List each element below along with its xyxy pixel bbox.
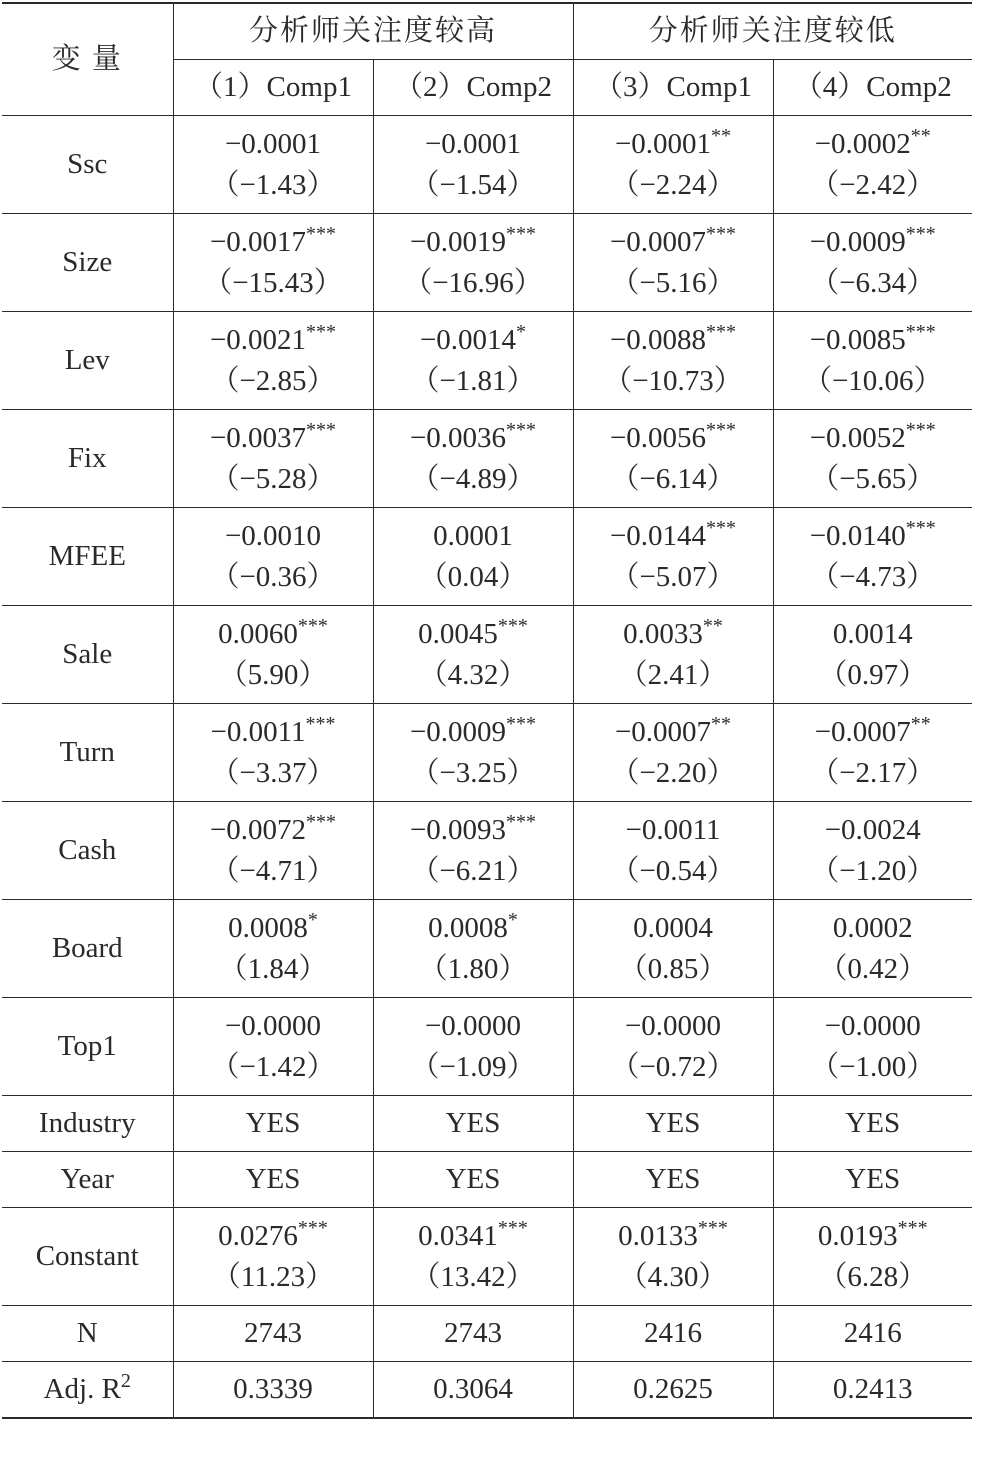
coefficient-line	[374, 320, 573, 361]
row-label	[2, 1306, 173, 1362]
coefficient-line	[774, 614, 973, 655]
coefficient-value: −0.0009	[809, 225, 906, 258]
row-label-text: Sale	[62, 638, 113, 670]
significance-stars: *	[507, 908, 518, 931]
row-label-text: Year	[60, 1163, 114, 1195]
significance-stars: ***	[706, 516, 737, 539]
coefficient-value: −0.0072	[209, 813, 307, 846]
t-statistic: （−5.28）	[210, 462, 336, 495]
t-statistic: （0.97）	[818, 658, 928, 691]
coefficient-value: −0.0001	[424, 127, 522, 160]
coefficient-value: −0.0001	[614, 127, 712, 160]
table-row	[2, 1362, 972, 1418]
coefficient-value: 0.0002	[832, 911, 913, 944]
t-statistic: （−1.81）	[410, 364, 536, 397]
coefficient-cell	[373, 410, 573, 508]
row-label-text: Industry	[38, 1107, 136, 1139]
coefficient-cell	[373, 116, 573, 214]
significance-stars: ***	[506, 222, 537, 245]
value-cell: 2743	[173, 1306, 373, 1362]
coefficient-value: 0.0193	[817, 1219, 898, 1252]
coefficient-line	[774, 712, 973, 753]
coefficient-value: −0.0037	[209, 421, 307, 454]
t-statistic: （0.85）	[618, 952, 728, 985]
table-row	[2, 900, 972, 998]
coefficient-line	[174, 614, 373, 655]
coefficient-line	[374, 418, 573, 459]
column-header: （1）Comp1	[173, 60, 373, 116]
coefficient-line	[774, 908, 973, 949]
t-statistic: （−6.14）	[610, 462, 736, 495]
row-label	[2, 606, 173, 704]
coefficient-cell	[173, 410, 373, 508]
coefficient-value: −0.0000	[424, 1009, 522, 1042]
coefficient-cell	[773, 508, 972, 606]
t-statistic: （1.84）	[218, 952, 328, 985]
significance-stars: ***	[297, 1216, 328, 1239]
coefficient-cell	[573, 1208, 773, 1306]
significance-stars: ***	[297, 614, 328, 637]
coefficient-cell	[773, 802, 972, 900]
row-label-text: Constant	[35, 1240, 139, 1272]
value-cell: 2743	[373, 1306, 573, 1362]
value-cell: 0.3339	[173, 1362, 373, 1418]
coefficient-line	[374, 810, 573, 851]
coefficient-line	[574, 614, 773, 655]
row-label-text: Ssc	[67, 148, 108, 180]
value-cell: YES	[573, 1152, 773, 1208]
t-statistic: （−5.07）	[610, 560, 736, 593]
coefficient-value: −0.0011	[210, 715, 306, 748]
coefficient-value: −0.0000	[824, 1009, 921, 1042]
coefficient-cell	[373, 1208, 573, 1306]
coefficient-value: 0.0004	[633, 911, 713, 944]
significance-stars: ***	[905, 222, 936, 245]
row-label	[2, 410, 173, 508]
value-cell: YES	[373, 1096, 573, 1152]
coefficient-line	[374, 908, 573, 949]
coefficient-line	[574, 810, 773, 851]
table-row	[2, 508, 972, 606]
coefficient-line	[574, 1006, 773, 1047]
coefficient-cell	[573, 410, 773, 508]
coefficient-cell	[173, 312, 373, 410]
row-label	[2, 1096, 173, 1152]
coefficient-cell	[773, 606, 972, 704]
coefficient-value: 0.0060	[218, 617, 298, 650]
coefficient-line	[574, 712, 773, 753]
t-statistic: （−6.21）	[410, 854, 536, 887]
coefficient-line	[374, 1216, 573, 1257]
coefficient-cell	[173, 900, 373, 998]
coefficient-line	[374, 516, 573, 557]
t-statistic: （−3.37）	[210, 756, 336, 789]
coefficient-line	[774, 1006, 973, 1047]
row-label	[2, 802, 173, 900]
significance-stars: ***	[706, 222, 737, 245]
significance-stars: ***	[306, 222, 337, 245]
t-statistic: （−0.36）	[210, 560, 336, 593]
coefficient-cell	[373, 214, 573, 312]
coefficient-cell	[573, 312, 773, 410]
coefficient-value: −0.0007	[609, 225, 707, 258]
row-label	[2, 214, 173, 312]
table-row	[2, 998, 972, 1096]
coefficient-line	[374, 712, 573, 753]
significance-stars: ***	[306, 320, 337, 343]
coefficient-value: 0.0045	[418, 617, 498, 650]
t-statistic: （−5.65）	[810, 462, 936, 495]
coefficient-line	[174, 712, 373, 753]
coefficient-cell	[373, 900, 573, 998]
row-label	[2, 1208, 173, 1306]
column-header: （2）Comp2	[373, 60, 573, 116]
coefficient-value: −0.0021	[209, 323, 307, 356]
table-row	[2, 214, 972, 312]
significance-stars: ***	[697, 1216, 728, 1239]
coefficient-line	[174, 516, 373, 557]
significance-stars: ***	[506, 712, 537, 735]
coefficient-cell	[573, 214, 773, 312]
coefficient-value: 0.0008	[228, 911, 308, 944]
row-label	[2, 1362, 173, 1418]
table-row	[2, 116, 972, 214]
coefficient-value: −0.0001	[224, 127, 322, 160]
t-statistic: （−1.43）	[210, 168, 336, 201]
coefficient-line	[774, 516, 973, 557]
value-cell: 2416	[573, 1306, 773, 1362]
coefficient-line	[774, 810, 973, 851]
significance-stars: ***	[905, 516, 936, 539]
table-row	[2, 1152, 972, 1208]
row-label-text: Turn	[59, 736, 115, 768]
column-header: （4）Comp2	[773, 60, 972, 116]
coefficient-cell	[573, 998, 773, 1096]
t-statistic: （13.42）	[411, 1260, 535, 1293]
coefficient-line	[574, 222, 773, 263]
coefficient-cell	[373, 802, 573, 900]
coefficient-value: −0.0052	[809, 421, 906, 454]
value-cell: YES	[173, 1152, 373, 1208]
coefficient-cell	[173, 116, 373, 214]
coefficient-cell	[173, 606, 373, 704]
value-cell: YES	[573, 1096, 773, 1152]
t-statistic: （−10.06）	[802, 364, 943, 397]
t-statistic: （4.32）	[418, 658, 528, 691]
t-statistic: （0.42）	[818, 952, 928, 985]
significance-stars: ***	[706, 418, 737, 441]
table-row	[2, 1208, 972, 1306]
coefficient-value: −0.0017	[209, 225, 307, 258]
coefficient-cell	[573, 116, 773, 214]
coefficient-value: 0.0008	[428, 911, 508, 944]
row-label	[2, 312, 173, 410]
row-label-text: Lev	[64, 344, 110, 376]
coefficient-value: 0.0001	[433, 519, 513, 552]
table-row	[2, 802, 972, 900]
t-statistic: （−2.24）	[610, 168, 736, 201]
row-label-text: Top1	[57, 1030, 117, 1062]
t-statistic: （−10.73）	[603, 364, 743, 397]
coefficient-line	[174, 908, 373, 949]
coefficient-line	[174, 222, 373, 263]
t-statistic: （−1.42）	[210, 1050, 336, 1083]
coefficient-value: −0.0011	[625, 813, 721, 846]
significance-stars: ***	[506, 810, 537, 833]
coefficient-value: −0.0019	[409, 225, 507, 258]
coefficient-line	[374, 124, 573, 165]
coefficient-cell	[573, 508, 773, 606]
coefficient-cell	[773, 704, 972, 802]
coefficient-line	[374, 614, 573, 655]
coefficient-value: −0.0036	[409, 421, 507, 454]
t-statistic: （−15.43）	[203, 266, 343, 299]
t-statistic: （−4.89）	[410, 462, 536, 495]
value-cell: YES	[773, 1152, 972, 1208]
t-statistic: （0.04）	[418, 560, 528, 593]
coefficient-line	[174, 1216, 373, 1257]
significance-stars: **	[702, 614, 723, 637]
t-statistic: （−2.20）	[610, 756, 736, 789]
coefficient-line	[774, 222, 973, 263]
t-statistic: （−3.25）	[410, 756, 536, 789]
table-row	[2, 606, 972, 704]
row-label	[2, 900, 173, 998]
coefficient-line	[374, 222, 573, 263]
coefficient-line	[174, 810, 373, 851]
coefficient-line	[174, 418, 373, 459]
row-label	[2, 1152, 173, 1208]
value-cell: YES	[373, 1152, 573, 1208]
coefficient-cell	[573, 900, 773, 998]
significance-stars: **	[910, 124, 931, 147]
header-row-groups	[2, 3, 972, 60]
table-row	[2, 1306, 972, 1362]
coefficient-cell	[373, 704, 573, 802]
coefficient-value: 0.0033	[623, 617, 703, 650]
coefficient-line	[574, 908, 773, 949]
coefficient-cell	[573, 606, 773, 704]
row-label-text: Board	[51, 932, 123, 964]
coefficient-value: −0.0093	[409, 813, 507, 846]
coefficient-cell	[173, 998, 373, 1096]
significance-stars: ***	[706, 320, 737, 343]
coefficient-cell	[173, 802, 373, 900]
t-statistic: （−0.54）	[610, 854, 736, 887]
coefficient-value: −0.0002	[814, 127, 911, 160]
row-label-text: Cash	[58, 834, 117, 866]
t-statistic: （1.80）	[418, 952, 528, 985]
coefficient-line	[174, 1006, 373, 1047]
coefficient-value: −0.0007	[814, 715, 911, 748]
group-header-low: 分析师关注度较低	[573, 3, 972, 60]
value-cell: 0.2625	[573, 1362, 773, 1418]
coefficient-cell	[373, 606, 573, 704]
table-row	[2, 410, 972, 508]
significance-stars: ***	[897, 1216, 928, 1239]
t-statistic: （5.90）	[218, 658, 328, 691]
coefficient-line	[774, 124, 973, 165]
coefficient-cell	[573, 802, 773, 900]
coefficient-cell	[173, 508, 373, 606]
coefficient-line	[774, 418, 973, 459]
t-statistic: （−1.20）	[810, 854, 936, 887]
coefficient-value: −0.0000	[624, 1009, 722, 1042]
significance-stars: ***	[506, 418, 537, 441]
coefficient-value: 0.0341	[418, 1219, 498, 1252]
significance-stars: **	[711, 124, 732, 147]
row-label-text: Adj. R	[43, 1372, 121, 1405]
coefficient-value: 0.0133	[618, 1219, 698, 1252]
coefficient-cell	[173, 214, 373, 312]
significance-stars: *	[307, 908, 318, 931]
coefficient-value: −0.0000	[224, 1009, 322, 1042]
table-row	[2, 704, 972, 802]
value-cell: 2416	[773, 1306, 972, 1362]
t-statistic: （−1.00）	[810, 1050, 936, 1083]
value-cell: 0.3064	[373, 1362, 573, 1418]
row-label	[2, 704, 173, 802]
t-statistic: （−2.42）	[810, 168, 936, 201]
coefficient-line	[774, 320, 973, 361]
row-label-text: Fix	[67, 442, 107, 474]
t-statistic: （−1.09）	[410, 1050, 536, 1083]
coefficient-cell	[773, 998, 972, 1096]
coefficient-cell	[773, 1208, 972, 1306]
coefficient-value: 0.0276	[218, 1219, 298, 1252]
row-label	[2, 508, 173, 606]
group-header-high: 分析师关注度较高	[173, 3, 573, 60]
coefficient-line	[774, 1216, 973, 1257]
variable-header: 变 量	[2, 3, 173, 116]
t-statistic: （−5.16）	[610, 266, 736, 299]
significance-stars: *	[516, 320, 527, 343]
t-statistic: （−2.85）	[210, 364, 336, 397]
row-label	[2, 998, 173, 1096]
t-statistic: （4.30）	[618, 1260, 728, 1293]
coefficient-line	[374, 1006, 573, 1047]
coefficient-line	[574, 1216, 773, 1257]
significance-stars: ***	[305, 712, 336, 735]
row-label-superscript: 2	[120, 1369, 131, 1392]
coefficient-value: −0.0144	[609, 519, 707, 552]
coefficient-value: −0.0009	[409, 715, 507, 748]
coefficient-value: 0.0014	[832, 617, 913, 650]
t-statistic: （11.23）	[211, 1260, 335, 1293]
coefficient-value: −0.0014	[419, 323, 517, 356]
significance-stars: **	[711, 712, 732, 735]
significance-stars: ***	[306, 418, 337, 441]
significance-stars: ***	[905, 320, 936, 343]
coefficient-cell	[373, 508, 573, 606]
significance-stars: ***	[497, 1216, 528, 1239]
coefficient-value: −0.0056	[609, 421, 707, 454]
value-cell: 0.2413	[773, 1362, 972, 1418]
significance-stars: ***	[905, 418, 936, 441]
row-label-text: N	[76, 1317, 98, 1349]
row-label	[2, 116, 173, 214]
column-header: （3）Comp1	[573, 60, 773, 116]
coefficient-value: −0.0140	[809, 519, 906, 552]
t-statistic: （2.41）	[618, 658, 728, 691]
coefficient-line	[574, 320, 773, 361]
t-statistic: （−2.17）	[810, 756, 936, 789]
significance-stars: **	[910, 712, 931, 735]
coefficient-cell	[373, 312, 573, 410]
coefficient-line	[174, 320, 373, 361]
coefficient-line	[574, 516, 773, 557]
t-statistic: （−0.72）	[610, 1050, 736, 1083]
value-cell: YES	[773, 1096, 972, 1152]
row-label-text: Size	[62, 246, 113, 278]
table-row	[2, 1096, 972, 1152]
coefficient-value: −0.0085	[809, 323, 906, 356]
row-label-text: MFEE	[48, 540, 126, 572]
coefficient-value: −0.0024	[824, 813, 921, 846]
coefficient-cell	[773, 214, 972, 312]
coefficient-cell	[773, 410, 972, 508]
coefficient-cell	[173, 1208, 373, 1306]
significance-stars: ***	[497, 614, 528, 637]
t-statistic: （−16.96）	[403, 266, 543, 299]
coefficient-value: −0.0007	[614, 715, 712, 748]
coefficient-value: −0.0088	[609, 323, 707, 356]
coefficient-line	[574, 418, 773, 459]
coefficient-cell	[773, 900, 972, 998]
coefficient-cell	[773, 116, 972, 214]
coefficient-line	[174, 124, 373, 165]
t-statistic: （−4.73）	[810, 560, 936, 593]
t-statistic: （−1.54）	[410, 168, 536, 201]
coefficient-value: −0.0010	[224, 519, 322, 552]
coefficient-cell	[173, 704, 373, 802]
coefficient-cell	[773, 312, 972, 410]
t-statistic: （−6.34）	[810, 266, 936, 299]
value-cell: YES	[173, 1096, 373, 1152]
coefficient-line	[574, 124, 773, 165]
coefficient-cell	[573, 704, 773, 802]
regression-table	[2, 2, 972, 1419]
table-row	[2, 312, 972, 410]
t-statistic: （−4.71）	[210, 854, 336, 887]
coefficient-cell	[373, 998, 573, 1096]
significance-stars: ***	[306, 810, 337, 833]
t-statistic: （6.28）	[818, 1260, 928, 1293]
